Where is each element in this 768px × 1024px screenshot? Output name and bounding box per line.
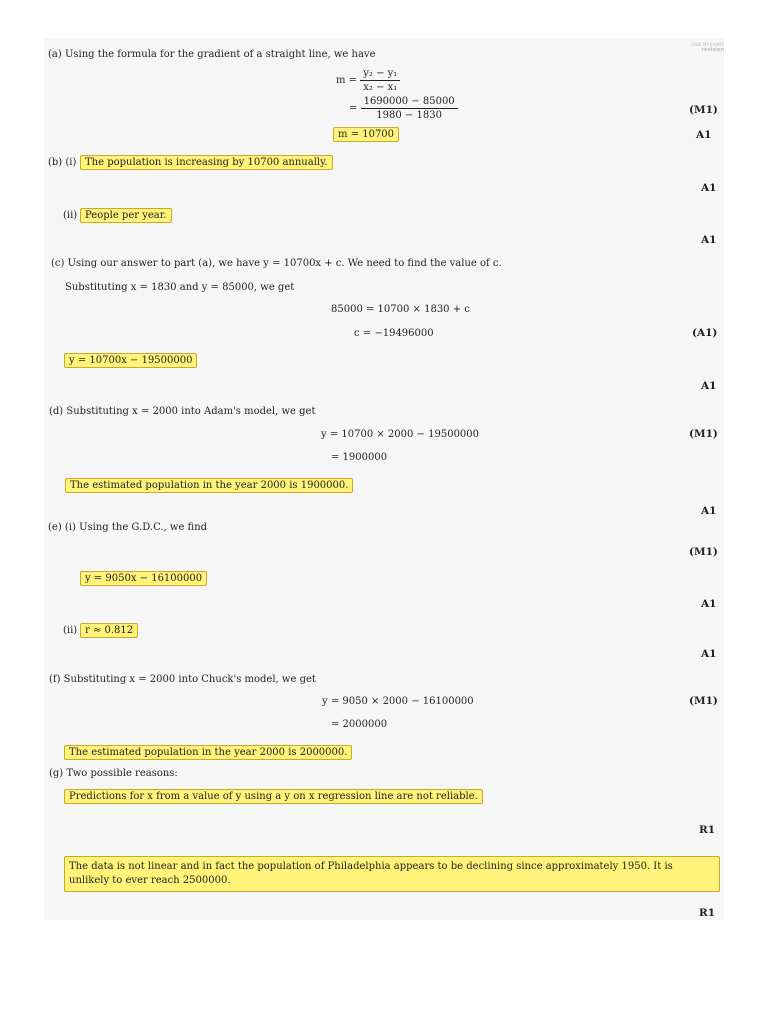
part-c-answer: y = 10700x − 19500000 (64, 353, 197, 368)
part-c-substitution: Substituting x = 1830 and y = 85000, we get (65, 282, 295, 293)
substitution-fraction: $\frac{1690000 - 85000}{1980 - 1830}$ (361, 96, 458, 121)
part-e-mark-a1-ii: A1 (701, 648, 717, 660)
part-a-mark-a1: A1 (696, 129, 712, 141)
part-d-equation-1: y = 10700 × 2000 − 19500000 (321, 429, 480, 440)
part-g-intro: (g) Two possible reasons: (49, 768, 178, 779)
part-e-mark-a1-i: A1 (701, 598, 717, 610)
part-b-mark-ii: A1 (701, 234, 717, 246)
part-b-label-i: (b) (i) (48, 157, 77, 168)
part-c-mark-a1-bracket: (A1) (692, 327, 718, 339)
part-e-intro: (e) (i) Using the G.D.C., we find (48, 522, 208, 533)
part-b-answer-i: The population is increasing by 10700 annually. (80, 155, 333, 170)
part-b-answer-ii: People per year. (80, 208, 172, 223)
part-a-substitution: = $\frac{1690000 - 85000}{1980 - 1830}$ (349, 96, 458, 121)
part-g-mark-r1-first: R1 (699, 824, 716, 836)
gradient-fraction: $\frac{\text{y₂ − y₁}}{\text{x₂ − x₁}}$ (360, 68, 400, 93)
brand-logo: SAVE MY EXAMS revision (691, 42, 724, 53)
part-b-label-ii: (ii) (63, 210, 78, 221)
part-f-mark-m1: (M1) (689, 695, 718, 707)
part-e-mark-m1: (M1) (689, 546, 718, 558)
part-c-equation-2: c = −19496000 (354, 328, 434, 339)
part-d-intro: (d) Substituting x = 2000 into Adam's model, we get (49, 406, 316, 417)
part-a-mark-m1: (M1) (689, 104, 718, 116)
part-f-equation-1: y = 9050 × 2000 − 16100000 (322, 696, 474, 707)
part-b-mark-i: A1 (701, 182, 717, 194)
part-d-equation-2: = 1900000 (331, 452, 388, 463)
part-d-mark-m1: (M1) (689, 428, 718, 440)
part-d-mark-a1: A1 (701, 505, 717, 517)
part-f-equation-2: = 2000000 (331, 719, 388, 730)
part-c-intro: (c) Using our answer to part (a), we have y = 10700x + c. We need to find the value of c. (51, 258, 502, 269)
part-c-mark-a1: A1 (701, 380, 717, 392)
part-a-intro: (a) Using the formula for the gradient of a straight line, we have (48, 49, 376, 60)
part-e-answer-ii: r ≈ 0.812 (80, 623, 138, 638)
part-a-answer: m = 10700 (333, 127, 399, 142)
part-e-answer-i: y = 9050x − 16100000 (80, 571, 207, 586)
part-f-answer: The estimated population in the year 2000 is 2000000. (64, 745, 352, 760)
part-g-mark-r1-second: R1 (699, 907, 716, 919)
part-c-equation-1: 85000 = 10700 × 1830 + c (331, 304, 470, 315)
part-e-label-ii: (ii) (63, 625, 78, 636)
part-g-reason-1: Predictions for x from a value of y using a y on x regression line are not reliable. (64, 789, 483, 804)
part-a-gradient-formula: m = $\frac{\text{y₂ − y₁}}{\text{x₂ − x₁}}$ (336, 68, 400, 93)
part-g-reason-2: The data is not linear and in fact the population of Philadelphia appears to be declining since approximately 1950. It is unlikely to ever reach 2500000. (64, 856, 720, 892)
part-f-intro: (f) Substituting x = 2000 into Chuck's model, we get (49, 674, 316, 685)
part-d-answer: The estimated population in the year 2000 is 1900000. (65, 478, 353, 493)
